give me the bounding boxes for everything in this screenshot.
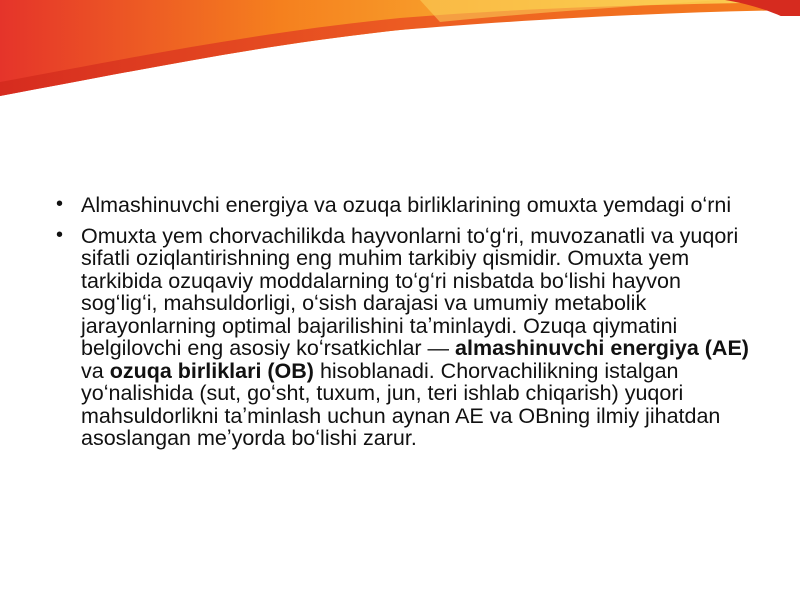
bullet-item-2 xyxy=(56,225,756,450)
decorative-swoosh xyxy=(0,0,800,120)
bold-term-ae: almashinuvchi energiya (AE) xyxy=(455,336,749,360)
bold-term-ob: ozuqa birliklari (OB) xyxy=(109,358,314,383)
slide-content xyxy=(56,194,756,458)
bullet-text-2 xyxy=(81,224,749,451)
bullet-item-1 xyxy=(56,194,756,217)
bullet-2-text-part-3: hisoblanadi. Chorvachilikning istalgan yoʻnalishida (sut, goʻsht, tuxum, jun, teri ishlab chiqarish) yuqori mahsuldorlikni taʼminlash uchun aynan AE va OBning ilmiy jihatdan asoslangan meʼyorda boʻlishi zarur. xyxy=(81,358,721,450)
bullet-2-text-part-1: Omuxta yem chorvachilikda hayvonlarni toʻgʻri, muvozanatli va yuqori sifatli oziqlantirishning eng muhim tarkibiy qismidir. Omuxta yem tarkibida ozuqaviy moddalarning toʻgʻri nisbatda boʻlishi hayvon sogʻligʻi, mahsuldorligi, oʻsish darajasi va umumiy metabolik jarayonlarning optimal bajarilishini taʼminlaydi. Ozuqa qiymatini belgilovchi eng asosiy koʻrsatkichlar — xyxy=(81,223,739,360)
bullet-2-text-part-2: va xyxy=(81,358,110,383)
bullet-text-1: Almashinuvchi energiya va ozuqa birliklarining omuxta yemdagi oʻrni xyxy=(81,193,732,217)
bullet-dot-icon: • xyxy=(56,223,64,246)
bullet-dot-icon: • xyxy=(56,193,64,215)
